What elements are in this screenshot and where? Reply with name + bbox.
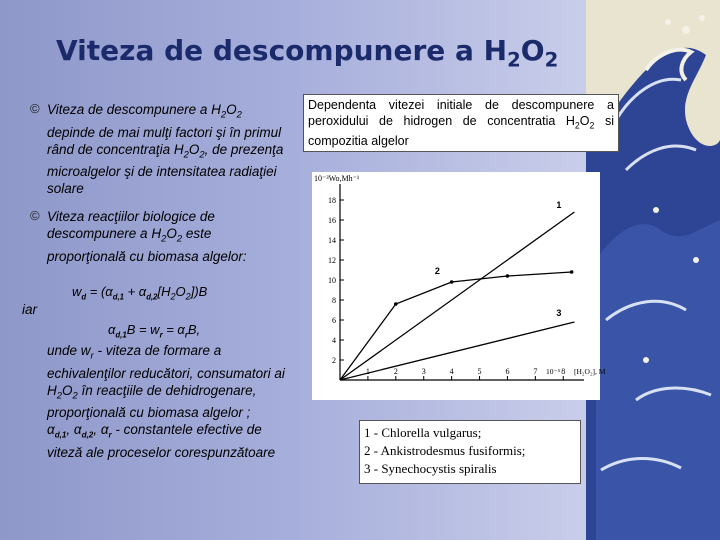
series-line-1	[340, 212, 574, 380]
figure-caption: Dependenta vitezei initiale de descompunere a peroxidului de hidrogen de concentratia $H_2O_2$ si compozitia algelor	[303, 94, 619, 152]
chart-legend	[359, 420, 581, 484]
y-tick-label: 8	[332, 296, 336, 305]
x-tick-label: 1	[365, 367, 370, 376]
slide-title: Viteza de descompunere a $H_2O_2$	[56, 34, 559, 72]
data-point	[450, 280, 454, 284]
y-tick-label: 12	[328, 256, 336, 265]
x-tick-label: 5	[477, 367, 482, 376]
data-point	[570, 270, 574, 274]
y-axis-label: 10⁻³Wo,Mh⁻¹	[314, 174, 360, 183]
bullet-text: Viteza de descompunere a $H_2O_2$ depinde de mai mulţi factori şi în primul rând de concentraţia $H_2O_2$, de prezenţa microalgelor şi de intensitatea radiaţiei solare	[47, 102, 284, 197]
rate-formula: $w_d = (\alpha_{d,1} + \alpha_{d,2}[H_2O_2])B$	[72, 284, 208, 302]
rate-chart	[312, 172, 606, 400]
y-tick-label: 14	[328, 236, 336, 245]
y-tick-label: 6	[332, 316, 336, 325]
legend-item: 1 - Chlorella vulgarus;	[364, 425, 482, 440]
y-tick-label: 2	[332, 356, 336, 365]
bullet-marker: ©	[30, 101, 40, 116]
x-tick-label: 4	[449, 367, 454, 376]
x-tick-label: 8	[561, 367, 566, 376]
iar-label: iar	[22, 302, 38, 317]
series-line-3	[340, 322, 574, 380]
legend-item: 3 - Synechocystis spiralis	[364, 461, 497, 476]
series-label: 2	[434, 266, 440, 276]
series-line-2	[340, 272, 572, 380]
data-point	[506, 274, 510, 278]
x-tick-label: 7	[533, 367, 538, 376]
data-point	[394, 302, 398, 306]
bullet-text: Viteza reacţiilor biologice de descompunere a $H_2O_2$ este proporţională cu biomasa algelor:	[47, 209, 247, 264]
x-unit-prefix: 10⁻⁵	[546, 367, 561, 376]
series-label: 3	[556, 308, 562, 318]
y-tick-label: 4	[332, 336, 336, 345]
y-tick-label: 16	[328, 216, 336, 225]
x-tick-label: 2	[393, 367, 398, 376]
x-tick-label: 3	[421, 367, 426, 376]
legend-item: 2 - Ankistrodesmus fusiformis;	[364, 443, 526, 458]
x-tick-label: 6	[505, 367, 510, 376]
bullet-marker: ©	[30, 208, 40, 223]
equality-formula: $\alpha_{d,1}B = w_r = \alpha_rB$,	[108, 322, 201, 340]
chart-svg	[312, 172, 606, 400]
series-label: 1	[556, 200, 562, 210]
y-tick-label: 18	[328, 196, 336, 205]
x-axis-label: [H₂O₂], M	[574, 367, 606, 376]
y-tick-label: 10	[328, 276, 336, 285]
wave-decoration	[586, 0, 720, 540]
explanation-text: unde $w_r$ - viteza de formare a echivalenţilor reducători, consumatori ai $H_2O_2$ în reacţiile de dehidrogenare, proporţională cu biomasa algelor ; $\alpha_{d,1}$, $\alpha_{d,2}$, $\alpha_r$ - constantele efective de viteză ale proceselor corespunzătoare	[47, 343, 285, 461]
